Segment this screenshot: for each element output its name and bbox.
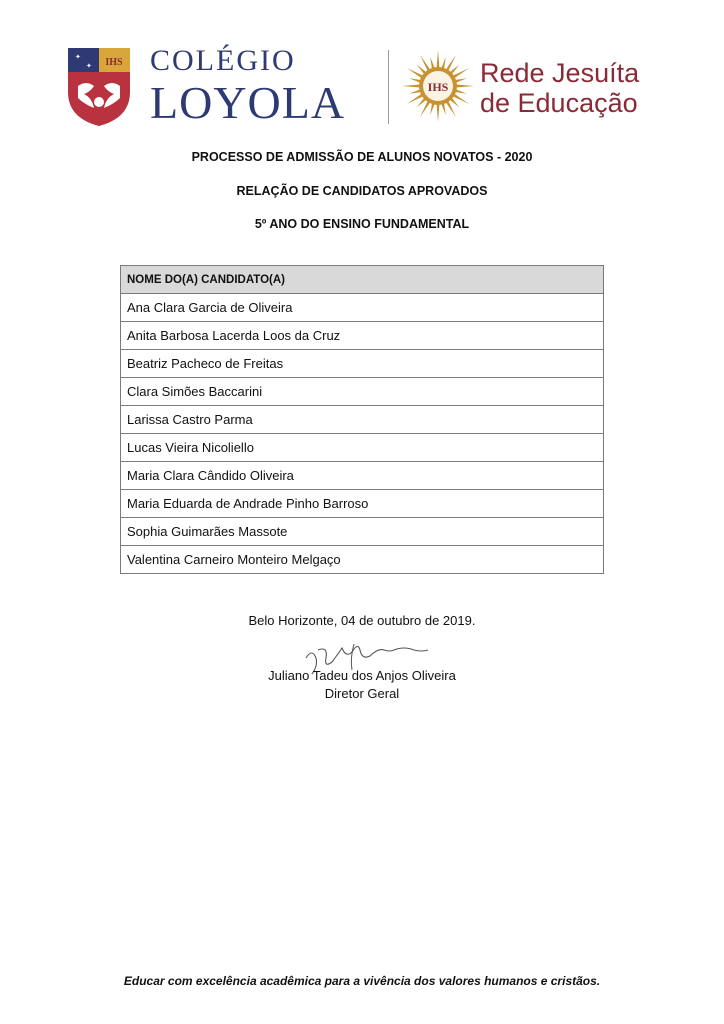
title-grade: 5º ANO DO ENSINO FUNDAMENTAL (254, 217, 470, 231)
svg-text:IHS: IHS (105, 57, 123, 68)
network-name-line2: de Educação (480, 88, 638, 118)
table-row (121, 378, 604, 406)
title-process: PROCESSO DE ADMISSÃO DE ALUNOS NOVATOS - 2020 (191, 150, 533, 164)
title-list: RELAÇÃO DE CANDIDATOS APROVADOS (236, 184, 488, 198)
jesuit-sun-logo (400, 48, 476, 124)
table-header-row (121, 266, 604, 294)
table-row (121, 406, 604, 434)
candidate-name-cell: Lucas Vieira Nicoliello (121, 434, 604, 462)
candidate-name-cell: Valentina Carneiro Monteiro Melgaço (121, 546, 604, 574)
school-name-line1: COLÉGIO (150, 44, 296, 77)
table-row (121, 546, 604, 574)
table-body (121, 294, 604, 574)
table-row (121, 350, 604, 378)
table-row (121, 462, 604, 490)
network-name (480, 58, 639, 118)
svg-text:✦: ✦ (75, 53, 81, 61)
approved-candidates-table (120, 265, 604, 574)
signer-name: Juliano Tadeu dos Anjos Oliveira (268, 668, 456, 683)
candidate-name-cell: Sophia Guimarães Massote (121, 518, 604, 546)
svg-text:IHS: IHS (427, 80, 449, 94)
candidate-name-cell: Clara Simões Baccarini (121, 378, 604, 406)
candidate-name-cell: Anita Barbosa Lacerda Loos da Cruz (121, 322, 604, 350)
table-row (121, 518, 604, 546)
candidate-name-cell: Maria Clara Cândido Oliveira (121, 462, 604, 490)
footer-motto: Educar com excelência acadêmica para a vivência dos valores humanos e cristãos. (123, 974, 601, 988)
logo-divider (388, 50, 389, 124)
candidate-name-cell: Beatriz Pacheco de Freitas (121, 350, 604, 378)
school-crest-logo (66, 46, 132, 128)
svg-text:✦: ✦ (86, 62, 92, 70)
network-name-line1: Rede Jesuíta (480, 58, 640, 88)
letterhead (66, 44, 666, 130)
table-row (121, 294, 604, 322)
table-row (121, 434, 604, 462)
signer-role: Diretor Geral (324, 686, 400, 701)
table-row (121, 322, 604, 350)
candidate-name-cell: Larissa Castro Parma (121, 406, 604, 434)
candidate-name-cell: Maria Eduarda de Andrade Pinho Barroso (121, 490, 604, 518)
place-date: Belo Horizonte, 04 de outubro de 2019. (248, 613, 476, 628)
school-name-line2: LOYOLA (150, 77, 346, 128)
table-row (121, 490, 604, 518)
candidate-name-cell: Ana Clara Garcia de Oliveira (121, 294, 604, 322)
column-header-name: NOME DO(A) CANDIDATO(A) (121, 266, 604, 294)
